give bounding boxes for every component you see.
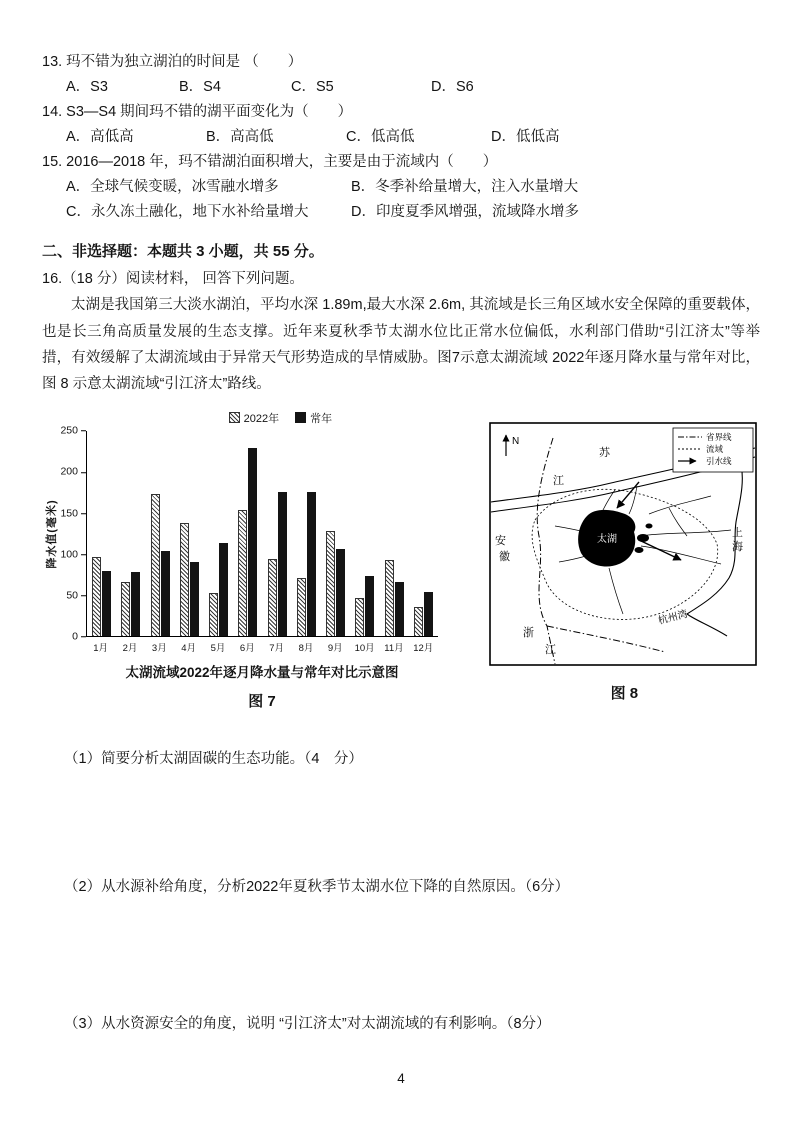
bar-常年-7月 [278, 492, 287, 636]
x-label-11月: 11月 [384, 642, 404, 654]
bar-group-4月 [175, 523, 204, 636]
y-tick-250: 250 [60, 425, 86, 436]
q14-option-c: C．低高低 [346, 128, 415, 145]
y-axis-title [42, 431, 60, 637]
label-shang: 上 [731, 526, 743, 539]
q15-option-b: B．冬季补给量增大，注入水量增大 [351, 178, 579, 195]
x-label-3月: 3月 [151, 642, 167, 654]
x-label-12月: 12月 [413, 642, 434, 654]
map-legend [673, 428, 753, 472]
basin-map-block [489, 422, 760, 703]
north-label: N [511, 435, 519, 447]
label-su: 苏 [598, 446, 610, 459]
legend-label-diversion: 引水线 [705, 455, 732, 466]
chart-body [42, 424, 473, 654]
precipitation-chart [42, 410, 473, 711]
chart-legend-item-2022年 [229, 410, 279, 426]
chart-title: 太湖流域2022年逐月降水量与常年对比示意图 [125, 664, 399, 680]
q15-option-a: A．全球气候变暖，冰雪融水增多 [66, 178, 279, 195]
q14-option-b: B．高高低 [206, 128, 274, 145]
bar-2022年-4月 [180, 523, 189, 636]
bar-常年-4月 [190, 562, 199, 636]
bar-2022年-8月 [297, 578, 306, 636]
label-an: 安 [494, 534, 506, 547]
bar-group-7月 [263, 492, 292, 636]
bar-group-2月 [116, 572, 145, 635]
bar-group-3月 [146, 494, 175, 636]
bar-常年-11月 [395, 582, 404, 636]
x-label-9月: 9月 [327, 642, 343, 654]
x-label-4月: 4月 [181, 642, 197, 654]
chart-plot [86, 431, 438, 637]
bar-group-10月 [350, 576, 379, 635]
bar-2022年-5月 [209, 593, 218, 636]
y-tick-50: 50 [66, 590, 86, 601]
figure-8-label: 图 8 [610, 684, 639, 702]
legend-label-basin: 流域 [705, 443, 723, 454]
q14-option-a: A．高低高 [66, 128, 134, 145]
question-14-options [42, 125, 760, 150]
y-axis [60, 424, 86, 643]
y-tick-0: 0 [72, 631, 86, 642]
bar-常年-8月 [307, 492, 316, 636]
bar-group-5月 [204, 543, 233, 635]
label-hui: 徽 [498, 550, 510, 563]
label-hai: 海 [731, 540, 743, 553]
bar-2022年-11月 [385, 560, 394, 636]
legend-swatch-solid [295, 412, 306, 423]
bar-2022年-10月 [355, 598, 364, 636]
question-15-options-row2 [42, 200, 760, 225]
bar-常年-5月 [219, 543, 228, 635]
bar-常年-9月 [336, 549, 345, 636]
label-jiang2: 江 [544, 643, 556, 656]
y-tick-100: 100 [60, 549, 86, 560]
x-label-6月: 6月 [239, 642, 255, 654]
q13-option-b: B．S4 [179, 78, 221, 95]
bar-常年-2月 [131, 572, 140, 635]
bar-group-6月 [233, 448, 262, 636]
legend-text-2022年: 2022年 [243, 412, 280, 425]
question-15-stem: 15. 2016—2018 年，玛不错湖泊面积增大，主要是由于流域内（ ） [42, 153, 498, 170]
label-hangzhou-bay: 杭州湾 [656, 608, 689, 627]
question-14-stem: 14. S3—S4 期间玛不错的湖平面变化为（ ） [42, 103, 353, 120]
question-13-options [42, 75, 760, 100]
bar-常年-1月 [102, 571, 111, 635]
bar-常年-3月 [161, 551, 170, 636]
bar-group-9月 [321, 531, 350, 636]
page-number: 4 [397, 1070, 405, 1086]
question-13-stem: 13. 玛不错为独立湖泊的时间是 （ ） [42, 54, 303, 70]
bar-常年-6月 [248, 448, 257, 636]
chart-legend [88, 410, 473, 426]
x-label-5月: 5月 [210, 642, 226, 654]
plot-wrap [86, 431, 438, 654]
figures-row [42, 410, 760, 711]
chart-legend-item-常年 [295, 410, 332, 426]
q14-option-d: D．低低高 [491, 128, 560, 145]
question-16-material: 太湖是我国第三大淡水湖泊，平均水深 1.89m,最大水深 2.6m, 其流域是长三角区域水安全保障的重要载体，也是长三角高质量发展的生态支撑。近年来夏秋季节太湖水位比正常水位偏低，水利部门借助“引江济太”等举措，有效缓解了太湖流域由于异常天气形势造成的旱情威胁。图7示意太湖流域 2022年逐月降水量与常年对比，图 8 示意太湖流域“引江济太”路线。 [42, 297, 760, 393]
question-15-options-row1 [42, 175, 760, 200]
basin-map [489, 422, 757, 666]
x-label-10月: 10月 [354, 642, 375, 654]
bar-2022年-3月 [151, 494, 160, 636]
x-label-7月: 7月 [269, 642, 285, 654]
q13-option-d: D．S6 [431, 78, 474, 95]
figure-7-label: 图 7 [248, 692, 276, 710]
question-16-intro: 16.（18 分）阅读材料， 回答下列问题。 [42, 270, 304, 287]
bar-2022年-2月 [121, 582, 130, 636]
bar-2022年-6月 [238, 510, 247, 635]
section-2-header: 二、非选择题：本题共 3 小题，共 55 分。 [42, 242, 324, 260]
label-zhe: 浙 [522, 626, 534, 639]
sub-question-2: （2）从水源补给角度，分析2022年夏秋季节太湖水位下降的自然原因。（6分） [64, 879, 570, 896]
bar-2022年-1月 [92, 557, 101, 635]
x-label-8月: 8月 [298, 642, 314, 654]
q15-option-d: D．印度夏季风增强，流域降水增多 [351, 203, 579, 220]
label-jiang: 江 [552, 474, 564, 487]
bar-group-8月 [292, 492, 321, 636]
legend-swatch-hatched [229, 412, 240, 423]
bar-group-12月 [409, 592, 438, 636]
x-axis-labels [86, 637, 438, 654]
legend-label-province: 省界线 [705, 431, 732, 442]
q15-option-c: C．永久冻土融化，地下水补给量增大 [66, 203, 309, 220]
q13-option-c: C．S5 [291, 78, 334, 95]
bar-常年-12月 [424, 592, 433, 636]
bar-group-11月 [380, 560, 409, 636]
bar-常年-10月 [365, 576, 374, 635]
legend-text-常年: 常年 [310, 412, 333, 425]
bar-2022年-12月 [414, 607, 423, 636]
q13-option-a: A．S3 [66, 78, 108, 95]
y-axis-title-text: 降水值(毫米) [46, 499, 58, 569]
sub-question-3: （3）从水资源安全的角度，说明 “引江济太”对太湖流域的有利影响。（8分） [64, 1015, 551, 1032]
bar-2022年-9月 [326, 531, 335, 636]
bar-group-1月 [87, 557, 116, 635]
sub-question-1: （1）简要分析太湖固碳的生态功能。（4 分） [64, 750, 363, 767]
x-label-2月: 2月 [122, 642, 138, 654]
bar-2022年-7月 [268, 559, 277, 636]
x-label-1月: 1月 [93, 642, 109, 654]
y-tick-200: 200 [60, 467, 86, 478]
lake-label: 太湖 [596, 533, 617, 545]
y-tick-150: 150 [60, 508, 86, 519]
